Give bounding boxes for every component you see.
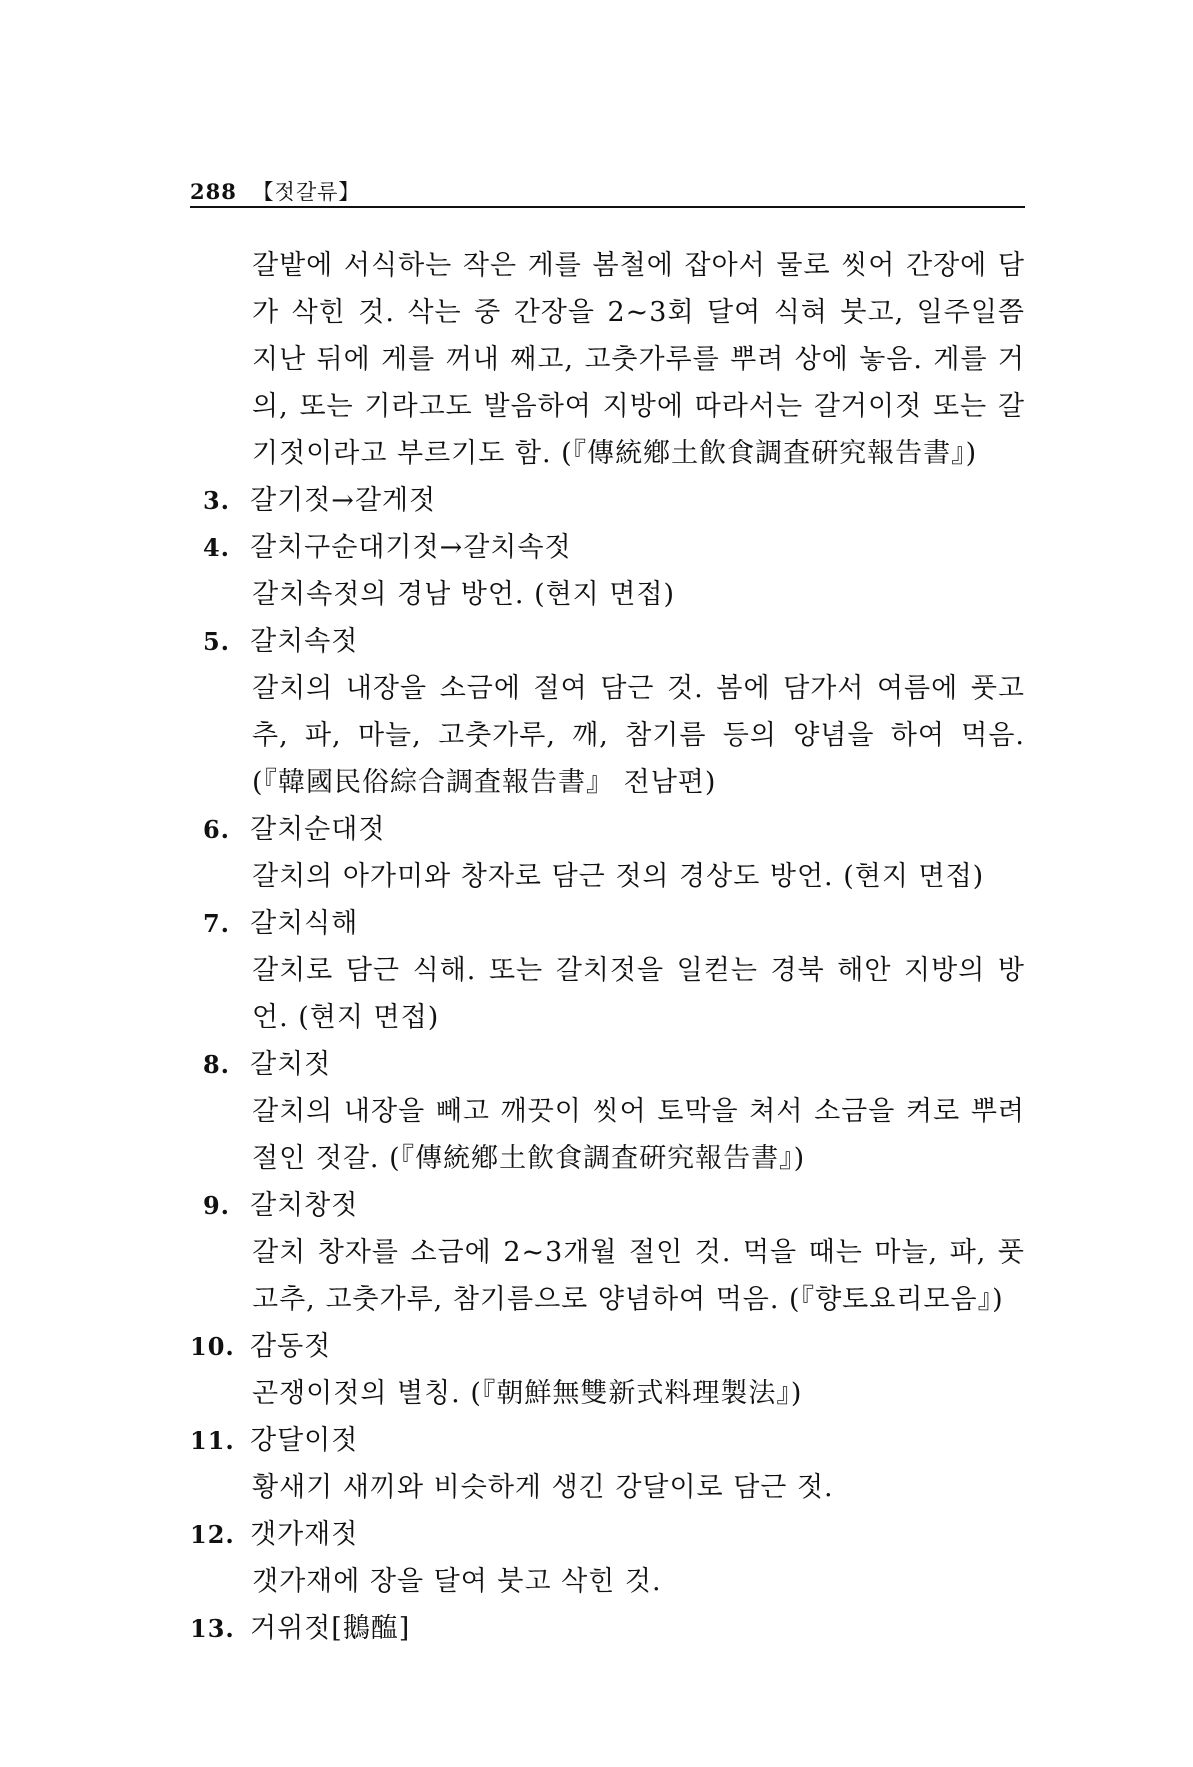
entry-number: 10. [190, 1332, 235, 1361]
entry-number: 9. [202, 1191, 230, 1220]
entry-definition: 갈치의 아가미와 창자로 담근 젓의 경상도 방언. (현지 면접) [252, 861, 985, 892]
dictionary-entry [190, 806, 1025, 900]
continued-entry-text: 갈밭에 서식하는 작은 게를 봄철에 잡아서 물로 씻어 간장에 담가 삭힌 것. 삭는 중 간장을 2~3회 달여 식혀 붓고, 일주일쯤 지난 뒤에 게를 꺼내 째고, 고춧가루를 뿌려 상에 놓음. 게를 거의, 또는 기라고도 발음하여 지방에 따라서는 갈거이젓 또는 갈기젓이라고 부르기도 함. (『傳統鄕土飮食調査硏究報告書』) [252, 250, 1025, 469]
entry-heading [190, 1417, 1025, 1464]
entry-definition: 갈치 창자를 소금에 2~3개월 절인 것. 먹을 때는 마늘, 파, 풋고추, 고춧가루, 참기름으로 양념하여 먹음. (『향토요리모음』) [252, 1237, 1025, 1315]
entry-definition: 곤쟁이젓의 별칭. (『朝鮮無雙新式料理製法』) [252, 1378, 803, 1409]
dictionary-entry [190, 1417, 1025, 1511]
entry-definition: 갯가재에 장을 달여 붓고 삭힌 것. [252, 1566, 662, 1597]
entry-heading [190, 618, 1025, 665]
entry-number: 5. [202, 627, 230, 656]
running-header [190, 176, 1025, 206]
dictionary-entry [190, 477, 1025, 524]
entry-title: 갈치식해 [250, 908, 359, 939]
entry-definition: 갈치의 내장을 소금에 절여 담근 것. 봄에 담가서 여름에 풋고추, 파, 마늘, 고춧가루, 깨, 참기름 등의 양념을 하여 먹음. (『韓國民俗綜合調査報告書』 전남편) [252, 673, 1025, 798]
entry-number: 4. [202, 533, 230, 562]
entry-title: 갈치창젓 [250, 1190, 359, 1221]
entry-heading [190, 477, 1025, 524]
entry-title: 갈치속젓 [250, 626, 359, 657]
entry-definition: 갈치로 담근 식해. 또는 갈치젓을 일컫는 경북 해안 지방의 방언. (현지 면접) [252, 955, 1025, 1033]
entry-title: 갯가재젓 [250, 1519, 359, 1550]
entry-definition: 갈치속젓의 경남 방언. (현지 면접) [252, 579, 676, 610]
entry-number: 6. [202, 815, 230, 844]
entry-heading [190, 1323, 1025, 1370]
dictionary-entry [190, 1182, 1025, 1323]
dictionary-entry [190, 1041, 1025, 1182]
dictionary-entry [190, 618, 1025, 806]
dictionary-entry [190, 900, 1025, 1041]
entry-definition: 황새기 새끼와 비슷하게 생긴 강달이로 담근 젓. [252, 1472, 834, 1503]
entry-title: 갈기젓→갈게젓 [250, 485, 437, 516]
entry-number: 7. [202, 909, 230, 938]
entry-heading [190, 1182, 1025, 1229]
entry-heading [190, 1511, 1025, 1558]
entry-heading [190, 524, 1025, 571]
dictionary-content [190, 242, 1025, 1652]
entry-title: 갈치젓 [250, 1049, 332, 1080]
dictionary-entry [190, 1605, 1025, 1652]
dictionary-entry [190, 1511, 1025, 1605]
entry-title: 강달이젓 [250, 1425, 359, 1456]
entry-title: 갈치구순대기젓→갈치속젓 [250, 532, 572, 563]
header-rule [190, 206, 1025, 208]
entry-heading [190, 1605, 1025, 1652]
page-number: 288 [190, 179, 237, 204]
entry-title: 갈치순대젓 [250, 814, 386, 845]
entry-title: 감동젓 [250, 1331, 332, 1362]
entry-heading [190, 806, 1025, 853]
dictionary-entry [190, 524, 1025, 618]
entry-number: 3. [202, 486, 230, 515]
section-title: 【젓갈류】 [252, 180, 361, 204]
entry-list [190, 477, 1025, 1652]
entry-number: 11. [190, 1426, 235, 1455]
entry-definition: 갈치의 내장을 빼고 깨끗이 씻어 토막을 쳐서 소금을 켜로 뿌려 절인 젓갈. (『傳統鄕土飮食調査硏究報告書』) [252, 1096, 1025, 1174]
entry-title: 거위젓[鵝醢] [250, 1613, 411, 1644]
entry-number: 8. [202, 1050, 230, 1079]
entry-number: 12. [190, 1520, 235, 1549]
entry-number: 13. [190, 1614, 235, 1643]
entry-heading [190, 1041, 1025, 1088]
entry-heading [190, 900, 1025, 947]
dictionary-entry [190, 1323, 1025, 1417]
